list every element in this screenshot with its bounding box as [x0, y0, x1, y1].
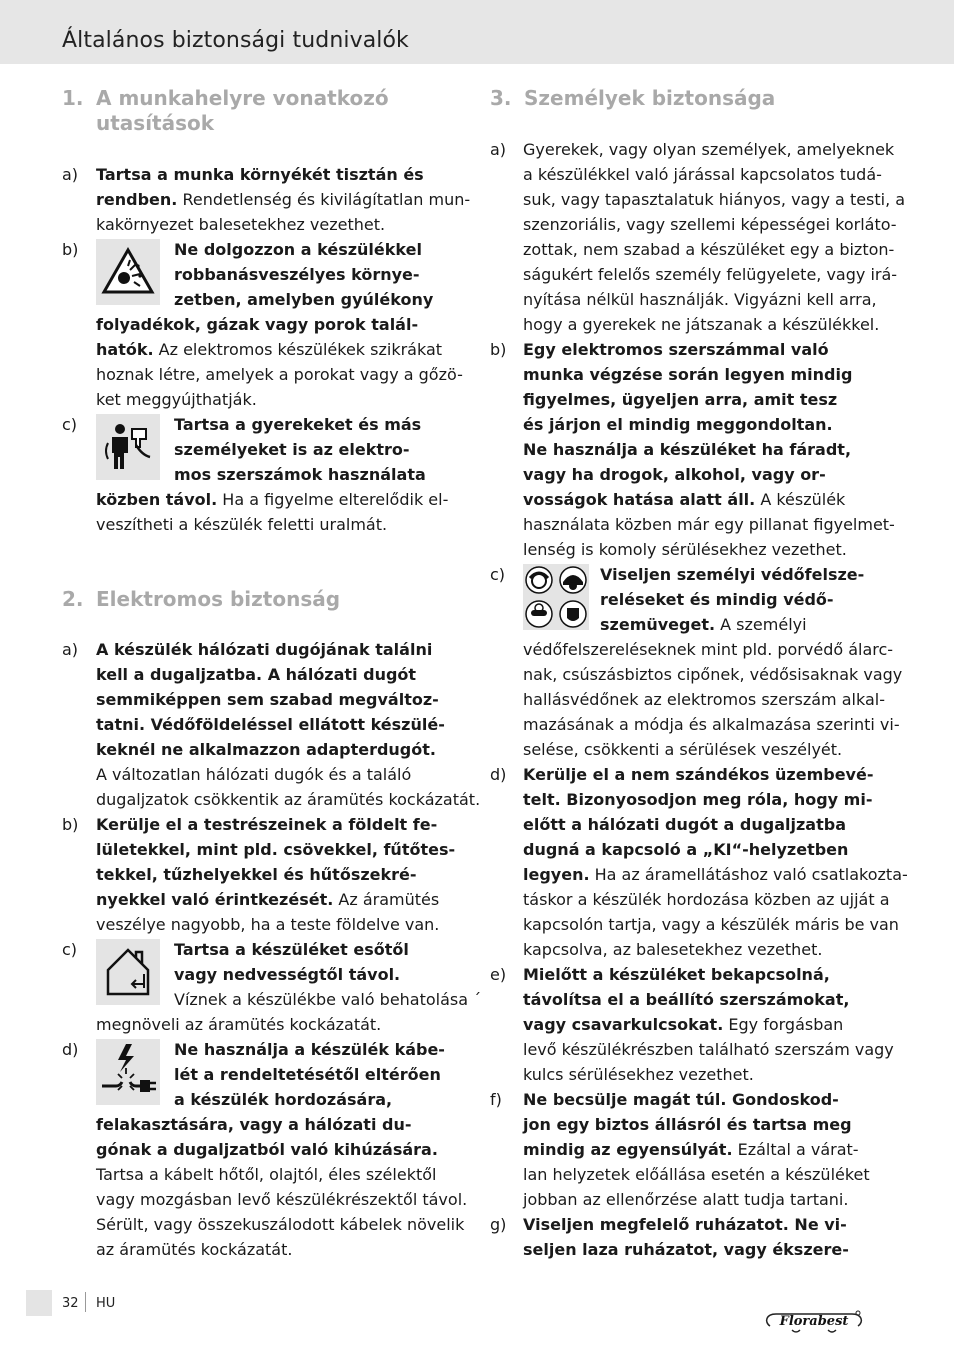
text-line [523, 362, 852, 387]
bold-text: munka végzése során legyen mindig [523, 365, 853, 384]
text-line [523, 1187, 848, 1212]
bold-text: közben távol. [96, 490, 218, 509]
text-line [96, 712, 445, 737]
item-label: f) [490, 1090, 502, 1109]
item-label: a) [62, 165, 79, 184]
text-line [523, 1137, 859, 1162]
body-text: Ezáltal a várat- [732, 1140, 859, 1159]
text-line [523, 212, 897, 237]
text-line [600, 612, 807, 637]
text-line [523, 262, 897, 287]
text-line [96, 812, 437, 837]
body-text: Víznek a készülékbe való behatolása ´ [174, 990, 482, 1009]
bold-text: vagy nedvességtől távol. [174, 965, 401, 984]
text-line [523, 162, 882, 187]
item-label: a) [490, 140, 507, 159]
bold-text: mindig az egyensúlyát. [523, 1140, 733, 1159]
body-text: kulcs sérülésekhez vezethet. [523, 1065, 754, 1084]
body-text: Tartsa a kábelt hőtől, olajtól, éles szélektől [96, 1165, 437, 1184]
body-text: vagy mozgásban levő készülékrészektől távol. [96, 1190, 468, 1209]
text-line [523, 987, 849, 1012]
text-line [96, 212, 385, 237]
text-line [96, 1012, 381, 1037]
text-line [174, 1087, 392, 1112]
text-line [96, 737, 436, 762]
item-label: d) [490, 765, 507, 784]
text-line [174, 987, 481, 1012]
body-text: Sérült, vagy összekuszálodott kábelek növelik [96, 1215, 465, 1234]
bold-text: Kerülje el a nem szándékos üzembevé- [523, 765, 874, 784]
bold-text: tatni. Védőföldeléssel ellátott készülé- [96, 715, 445, 734]
text-line [523, 687, 885, 712]
body-text: hoznak létre, amelyek a porokat vagy a gőzö- [96, 365, 463, 384]
text-line [174, 412, 421, 437]
text-line [523, 437, 851, 462]
text-line [96, 512, 387, 537]
bold-text: semmiképpen sem szabad megváltoz- [96, 690, 439, 709]
bold-text: Viseljen személyi védőfelsze- [600, 565, 865, 584]
body-text: nak, csúszásbiztos cipőnek, védősisaknak vagy [523, 665, 903, 684]
body-text: Ha az áramellátáshoz való csatlakozta- [589, 865, 908, 884]
item-label: d) [62, 1040, 79, 1059]
section-number: 3. [490, 86, 512, 110]
bold-text: rendben. [96, 190, 178, 209]
bold-text: keknél ne alkalmazzon adapterdugót. [96, 740, 436, 759]
bold-text: nyekkel való érintkezését. [96, 890, 334, 909]
text-line [523, 787, 872, 812]
bold-text: zetben, amelyben gyúlékony [174, 290, 434, 309]
text-line [96, 1162, 436, 1187]
body-text: lan helyzetek előállása esetén a készüléket [523, 1165, 870, 1184]
item-label: b) [62, 815, 79, 834]
text-line [523, 1212, 847, 1237]
body-text: nyítása nélkül használják. Vigyázni kell arra, [523, 290, 877, 309]
bold-text: a készülék hordozására, [174, 1090, 393, 1109]
text-line [96, 387, 257, 412]
bold-text: Viseljen megfelelő ruházatot. Ne vi- [523, 1215, 847, 1234]
page-title: Általános biztonsági tudnivalók [62, 28, 409, 53]
text-line [174, 962, 400, 987]
bold-text: vagy ha drogok, alkohol, vagy or- [523, 465, 826, 484]
text-line [174, 1062, 441, 1087]
section-heading [490, 86, 890, 138]
bold-text: jon egy biztos állásról és tartsa meg [523, 1115, 852, 1134]
bold-text: A készülék hálózati dugójának találni [96, 640, 433, 659]
body-text: megnöveli az áramütés kockázatát. [96, 1015, 382, 1034]
text-line [523, 1087, 839, 1112]
text-line [523, 187, 905, 212]
text-line [523, 412, 833, 437]
body-text: suk, vagy tapasztalatuk hiányos, vagy a testi, a [523, 190, 906, 209]
bold-text: dugná a kapcsoló a „KI“-helyzetben [523, 840, 849, 859]
bold-text: reléseket és mindig védő- [600, 590, 834, 609]
section-number: 1. [62, 86, 84, 110]
text-line [96, 1137, 438, 1162]
text-line [523, 1012, 843, 1037]
body-text: veszítheti a készülék feletti uralmát. [96, 515, 388, 534]
body-text: Gyerekek, vagy olyan személyek, amelyeknek [523, 140, 895, 159]
text-line [523, 487, 845, 512]
text-line [523, 912, 899, 937]
bold-text: robbanásveszélyes környe- [174, 265, 420, 284]
body-text: ságukért felelős személy felügyelete, vagy irá- [523, 265, 898, 284]
body-text: mazásának a módja és alkalmazása szerinti vi- [523, 715, 900, 734]
text-line [174, 437, 410, 462]
body-text: jobban az ellenőrzése alatt tudja tartani. [523, 1190, 849, 1209]
text-line [523, 662, 902, 687]
body-text: kakörnyezet balesetekhez vezethet. [96, 215, 386, 234]
text-line [96, 862, 417, 887]
body-text: Az elektromos készülékek szikrákat [153, 340, 443, 359]
text-line [96, 787, 480, 812]
body-text: hallásvédőnek az elektromos szerszám alkal- [523, 690, 885, 709]
bold-text: seljen laza ruházatot, vagy ékszere- [523, 1240, 849, 1259]
text-line [523, 962, 830, 987]
text-line [523, 1237, 849, 1262]
text-line [523, 137, 894, 162]
text-line [600, 587, 834, 612]
text-line [600, 562, 864, 587]
body-text: táskor a készülék hordozása közben az ujját a [523, 890, 890, 909]
text-line [523, 887, 890, 912]
bold-text: vosságok hatása alatt áll. [523, 490, 756, 509]
text-line [523, 1162, 870, 1187]
item-label: e) [490, 965, 507, 984]
bold-text: előtt a hálózati dugót a dugaljzatba [523, 815, 846, 834]
item-label: g) [490, 1215, 507, 1234]
bold-text: Tartsa a gyerekeket és más [174, 415, 422, 434]
body-text: veszélye nagyobb, ha a teste földelve van. [96, 915, 440, 934]
text-line [96, 837, 455, 862]
item-label: a) [62, 640, 79, 659]
body-text: A személyi [715, 615, 807, 634]
bold-text: hatók. [96, 340, 154, 359]
body-text: kapcsolva, az balesetekhez vezethet. [523, 940, 823, 959]
body-text: Egy forgásban [723, 1015, 844, 1034]
text-line [523, 712, 900, 737]
body-text: védőfelszereléseknek mint pld. porvédő álarc- [523, 640, 894, 659]
body-text: lenség is komoly sérülésekhez vezethet. [523, 540, 847, 559]
body-text: ket meggyújthatják. [96, 390, 257, 409]
body-text: az áramütés kockázatát. [96, 1240, 293, 1259]
body-text: a készülékkel való járással kapcsolatos tudá- [523, 165, 882, 184]
item-label: c) [62, 415, 78, 434]
body-text: hogy a gyerekek ne játszanak a készülékkel. [523, 315, 880, 334]
text-line [174, 937, 409, 962]
bold-text: Ne használja a készülék kábe- [174, 1040, 445, 1059]
text-line [96, 162, 424, 187]
body-text: dugaljzatok csökkentik az áramütés kockázatát. [96, 790, 481, 809]
text-line [96, 1237, 292, 1262]
bold-text: Ne becsülje magát túl. Gondoskod- [523, 1090, 839, 1109]
section-title: Elektromos biztonság [96, 587, 341, 611]
bold-text: személyeket is az elektro- [174, 440, 410, 459]
bold-text: felakasztására, vagy a hálózati du- [96, 1115, 412, 1134]
explosive-atmosphere-icon [96, 239, 160, 305]
bold-text: folyadékok, gázak vagy porok talál- [96, 315, 419, 334]
text-line [96, 637, 432, 662]
text-line [523, 237, 894, 262]
text-line [523, 312, 879, 337]
text-line [96, 362, 463, 387]
text-line [96, 662, 416, 687]
bold-text: telt. Bizonyosodjon meg róla, hogy mi- [523, 790, 873, 809]
text-line [96, 887, 439, 912]
bold-text: tekkel, tűzhelyekkel és hűtőszekré- [96, 865, 417, 884]
bold-text: Egy elektromos szerszámmal való [523, 340, 829, 359]
text-line [96, 1212, 464, 1237]
bold-text: gónak a dugaljzatból való kihúzására. [96, 1140, 438, 1159]
bold-text: Tartsa a készüléket esőtől [174, 940, 409, 959]
text-line [523, 1037, 894, 1062]
text-line [523, 387, 837, 412]
text-line [523, 1112, 852, 1137]
text-line [96, 687, 439, 712]
bold-text: lét a rendeltetésétől eltérően [174, 1065, 441, 1084]
text-line [174, 237, 422, 262]
keep-dry-indoor-icon [96, 939, 160, 1005]
bold-text: és járjon el mindig meggondoltan. [523, 415, 833, 434]
text-line [174, 462, 426, 487]
bold-text: kell a dugaljzatba. A hálózati dugót [96, 665, 417, 684]
damaged-cable-icon [96, 1039, 160, 1105]
text-line [523, 337, 829, 362]
text-line [96, 187, 470, 212]
bold-text: Tartsa a munka környékét tisztán és [96, 165, 424, 184]
text-line [96, 312, 418, 337]
text-line [174, 1037, 445, 1062]
footer-marker [26, 1290, 52, 1316]
bold-text: lületekkel, mint pld. csövekkel, fűtőtes- [96, 840, 456, 859]
text-line [523, 512, 895, 537]
bold-text: Ne dolgozzon a készülékkel [174, 240, 422, 259]
bold-text: Mielőtt a készüléket bekapcsolná, [523, 965, 830, 984]
bold-text: legyen. [523, 865, 590, 884]
text-line [96, 912, 439, 937]
body-text: Az áramütés [333, 890, 440, 909]
body-text: Ha a figyelme elterelődik el- [217, 490, 449, 509]
text-line [96, 337, 442, 362]
body-text: kapcsolón tartja, vagy a készülék máris be van [523, 915, 899, 934]
body-text: szenzoriális, vagy szellemi képességei korláto- [523, 215, 897, 234]
text-line [523, 762, 873, 787]
item-label: c) [490, 565, 506, 584]
page-number: 32 [62, 1296, 79, 1311]
bold-text: Ne használja a készüléket ha fáradt, [523, 440, 852, 459]
item-label: b) [62, 240, 79, 259]
text-line [523, 287, 877, 312]
section-heading [62, 587, 462, 639]
section-number: 2. [62, 587, 84, 611]
bold-text: vagy csavarkulcsokat. [523, 1015, 724, 1034]
text-line [523, 737, 842, 762]
body-text: használata közben már egy pillanat figyelmet- [523, 515, 895, 534]
bold-text: mos szerszámok használata [174, 465, 426, 484]
body-text: A változatlan hálózati dugók és a találó [96, 765, 412, 784]
item-label: b) [490, 340, 507, 359]
bold-text: Kerülje el a testrészeinek a földelt fe- [96, 815, 438, 834]
body-text: zottak, nem szabad a készüléket egy a bizton- [523, 240, 895, 259]
text-line [523, 862, 908, 887]
text-line [523, 1062, 754, 1087]
body-text: Rendetlenség és kivilágítatlan mun- [177, 190, 471, 209]
text-line [96, 762, 411, 787]
text-line [96, 1187, 467, 1212]
section-title: Személyek biztonsága [524, 86, 776, 110]
brand-logo [762, 1306, 866, 1340]
text-line [96, 487, 448, 512]
text-line [174, 262, 420, 287]
body-text: A készülék [755, 490, 846, 509]
text-line [523, 637, 893, 662]
text-line [523, 462, 826, 487]
text-line [174, 287, 433, 312]
text-line [523, 837, 848, 862]
text-line [96, 1112, 411, 1137]
keep-children-away-icon [96, 414, 160, 480]
bold-text: szemüveget. [600, 615, 716, 634]
protective-equipment-icon [523, 564, 589, 630]
body-text: selése, csökkenti a sérülések veszélyét. [523, 740, 843, 759]
svg-text:Florabest: Florabest [779, 1314, 849, 1329]
language-code: HU [96, 1296, 116, 1311]
text-line [523, 937, 823, 962]
text-line [523, 537, 847, 562]
bold-text: figyelmes, ügyeljen arra, amit tesz [523, 390, 838, 409]
section-title: A munkahelyre vonatkozó utasítások [96, 86, 389, 135]
item-label: c) [62, 940, 78, 959]
body-text: levő készülékrészben található szerszám vagy [523, 1040, 894, 1059]
section-heading [62, 86, 462, 138]
text-line [523, 812, 846, 837]
footer-divider [85, 1292, 86, 1312]
bold-text: távolítsa el a beállító szerszámokat, [523, 990, 850, 1009]
